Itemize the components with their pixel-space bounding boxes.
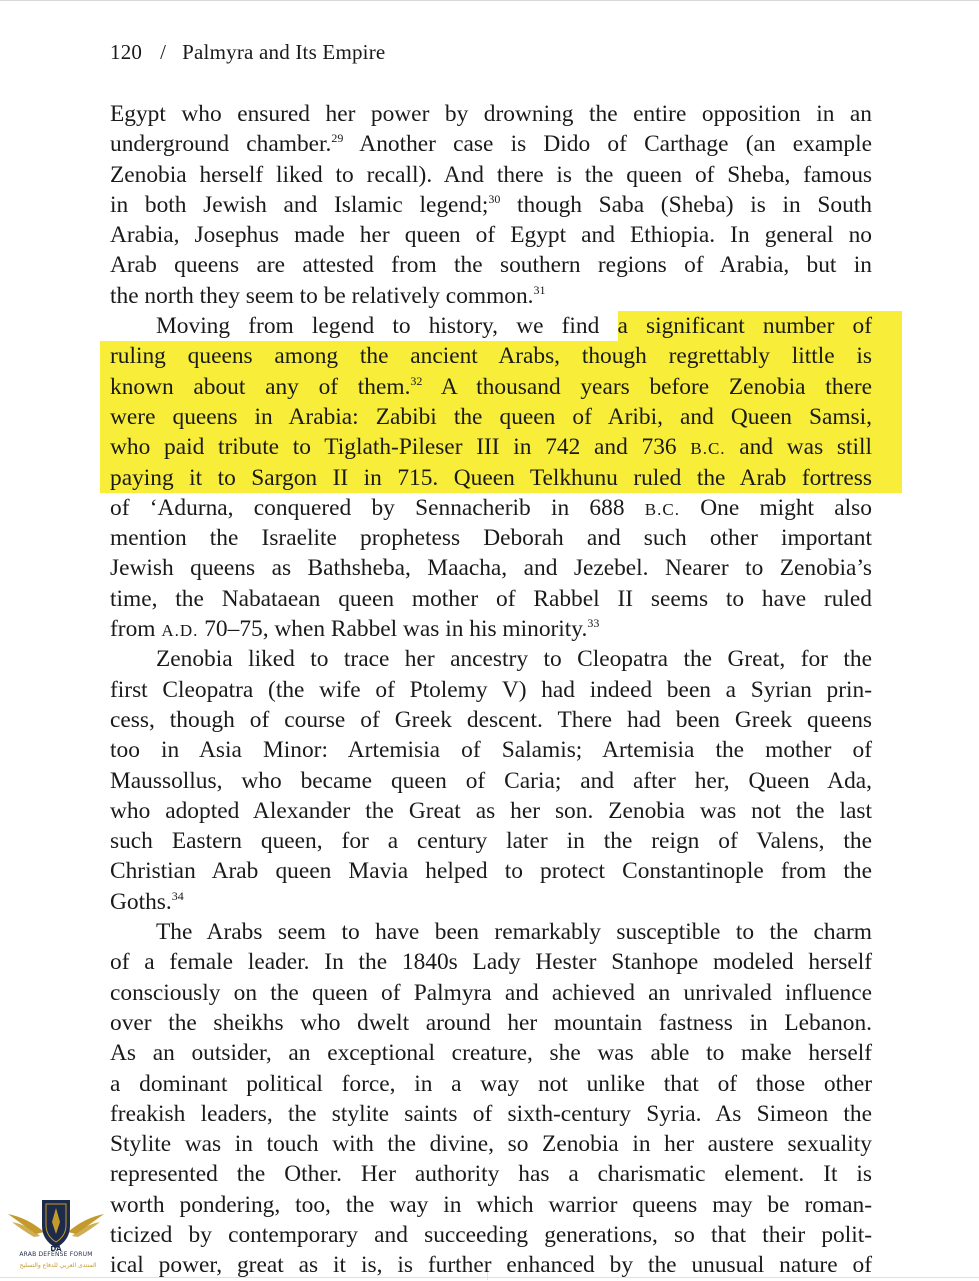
- running-title: Palmyra and Its Empire: [182, 40, 386, 64]
- text-line: As an outsider, an exceptional creature, she was able to make herself: [110, 1040, 872, 1067]
- arab-defense-forum-logo: [6, 1192, 106, 1272]
- text-line-highlighted: ruling queens among the ancient Arabs, though regrettably little is: [100, 341, 902, 371]
- text-line: ticized by contemporary and succeeding generations, so that their polit-: [110, 1221, 872, 1248]
- logo-name: ARAB DEFENSE FORUM: [19, 1251, 93, 1258]
- text-line: of a female leader. In the 1840s Lady Hester Stanhope modeled herself: [110, 949, 872, 976]
- text-line: underground chamber.$^{29}$ Another case is Dido of Carthage (an example: [110, 131, 872, 158]
- text-line: worth pondering, too, the way in which warrior queens may be roman-: [110, 1191, 872, 1218]
- text-line: Christian Arab queen Mavia helped to protect Constantinople from the: [110, 858, 872, 885]
- text-line: freakish leaders, the stylite saints of sixth-century Syria. As Simeon the: [110, 1100, 872, 1127]
- paragraph-2: [110, 311, 872, 644]
- text-line: from A.D. 70–75, when Rabbel was in his minority.$^{33}$: [110, 616, 600, 643]
- footnote-ref: 30: [488, 191, 501, 206]
- text-line: such Eastern queen, for a century later in the reign of Valens, the: [110, 828, 872, 855]
- text-line: a dominant political force, in a way not unlike that of those other: [110, 1070, 872, 1097]
- header-separator: /: [160, 40, 167, 64]
- text-line: Arabia, Josephus made her queen of Egypt and Ethiopia. In general no: [110, 222, 872, 249]
- body-text: [110, 99, 872, 1281]
- text-line-highlighted: were queens in Arabia: Zabibi the queen of Aribi, and Queen Samsi,: [100, 402, 902, 432]
- text-line-highlighted: known about any of them.$^{32}$ A thousand years before Zenobia there: [100, 372, 902, 402]
- footnote-ref: 33: [587, 616, 600, 631]
- text-line: time, the Nabataean queen mother of Rabbel II seems to have ruled: [110, 585, 872, 612]
- text-line: Arab queens are attested from the southern regions of Arabia, but in: [110, 252, 872, 279]
- logo-badge: DA: [50, 1245, 62, 1253]
- text-line: ical power, great as it is, is further enhanced by the unusual nature of: [110, 1252, 872, 1279]
- text-line-highlighted: Moving from legend to history, we find a significant number of: [110, 311, 872, 341]
- text-line: The Arabs seem to have been remarkably susceptible to the charm: [156, 919, 872, 946]
- running-header: [110, 40, 385, 65]
- page-number: 120: [110, 40, 143, 64]
- text-line: Jewish queens as Bathsheba, Maacha, and Jezebel. Nearer to Zenobia’s: [110, 555, 872, 582]
- text-line: the north they seem to be relatively common.$^{31}$: [110, 282, 546, 309]
- text-line: who adopted Alexander the Great as her son. Zenobia was not the last: [110, 797, 872, 824]
- text-line: Stylite was in touch with the divine, so Zenobia in her austere sexuality: [110, 1131, 872, 1158]
- text-line-highlighted: who paid tribute to Tiglath-Pileser III in 742 and 736 B.C. and was still: [100, 432, 902, 462]
- top-edge: [0, 0, 979, 1]
- text-line: over the sheikhs who dwelt around her mountain fastness in Lebanon.: [110, 1009, 872, 1036]
- text-line: mention the Israelite prophetess Deborah and such other important: [110, 525, 872, 552]
- paragraph-3: [110, 644, 872, 917]
- text-line: of ‘Adurna, conquered by Sennacherib in 688 B.C. One might also: [110, 494, 872, 521]
- text-line: consciously on the queen of Palmyra and achieved an unrivaled influence: [110, 979, 872, 1006]
- paragraph-1: [110, 99, 872, 311]
- footnote-ref: 29: [331, 131, 344, 146]
- text-line: Zenobia herself liked to recall). And there is the queen of Sheba, famous: [110, 161, 872, 188]
- text-line-highlighted: paying it to Sargon II in 715. Queen Telkhunu ruled the Arab fortress: [100, 463, 902, 493]
- text-line: Goths.$^{34}$: [110, 888, 184, 915]
- footnote-ref: 32: [410, 373, 423, 388]
- logo-subtitle: المنتدى العربي للدفاع والتسليح: [19, 1262, 97, 1269]
- text-line: Zenobia liked to trace her ancestry to Cleopatra the Great, for the: [156, 646, 872, 673]
- text-line: cess, though of course of Greek descent. There had been Greek queens: [110, 706, 872, 733]
- text-line: Egypt who ensured her power by drowning the entire opposition in an: [110, 101, 872, 127]
- footnote-ref: 34: [171, 888, 184, 903]
- text-line: Maussollus, who became queen of Caria; and after her, Queen Ada,: [110, 767, 872, 794]
- text-line: first Cleopatra (the wife of Ptolemy V) had indeed been a Syrian prin-: [110, 676, 872, 703]
- footnote-ref: 31: [533, 282, 546, 297]
- text-line: represented the Other. Her authority has a charismatic element. It is: [110, 1161, 872, 1188]
- paragraph-4: [110, 917, 872, 1281]
- text-line: too in Asia Minor: Artemisia of Salamis; Artemisia the mother of: [110, 737, 872, 764]
- text-line: in both Jewish and Islamic legend;$^{30}$ though Saba (Sheba) is in South: [110, 191, 872, 218]
